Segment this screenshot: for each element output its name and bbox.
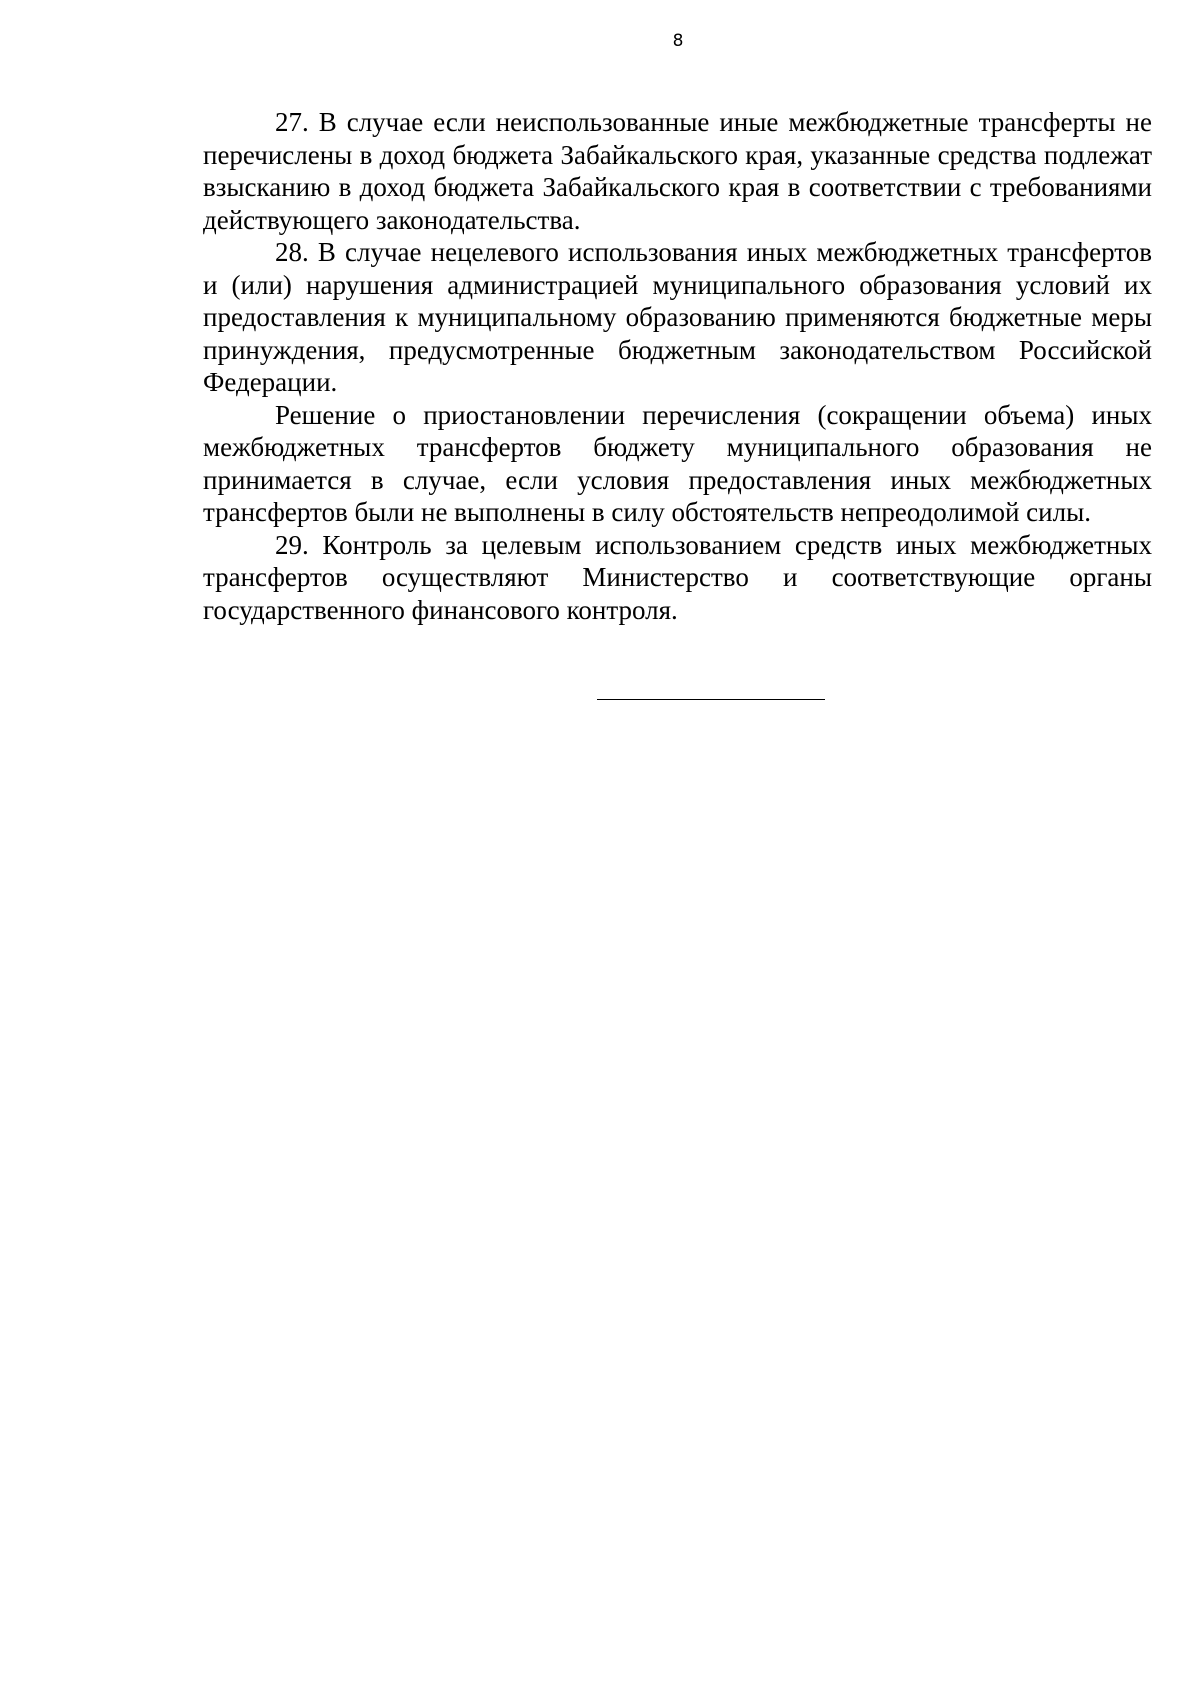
- paragraph-suspension-decision: Решение о приостановлении перечисления (сокращении объема) иных межбюджетных трансфертов бюджету муниципального образования не принимается в случае, если условия предоставления иных межбюджетных трансфертов были не выполнены в силу обстоятельств непреодолимой силы.: [203, 399, 1152, 527]
- paragraph-27: 27. В случае если неиспользованные иные межбюджетные трансферты не перечислены в доход бюджета Забайкальского края, указанные средства подлежат взысканию в доход бюджета Забайкальского края в соответствии с требованиями действующего законодательства.: [203, 107, 1152, 235]
- end-of-document-rule: [597, 699, 825, 700]
- paragraph-29: 29. Контроль за целевым использованием средств иных межбюджетных трансфертов осуществляют Министерство и соответствующие органы государственного финансового контроля.: [203, 529, 1152, 625]
- paragraph-28: 28. В случае нецелевого использования иных межбюджетных трансфертов и (или) нарушения администрацией муниципального образования условий их предоставления к муниципальному образованию применяются бюджетные меры принуждения, предусмотренные бюджетным законодательством Российской Федерации.: [203, 237, 1152, 397]
- document-body: [203, 106, 1152, 626]
- page-number: 8: [672, 31, 684, 51]
